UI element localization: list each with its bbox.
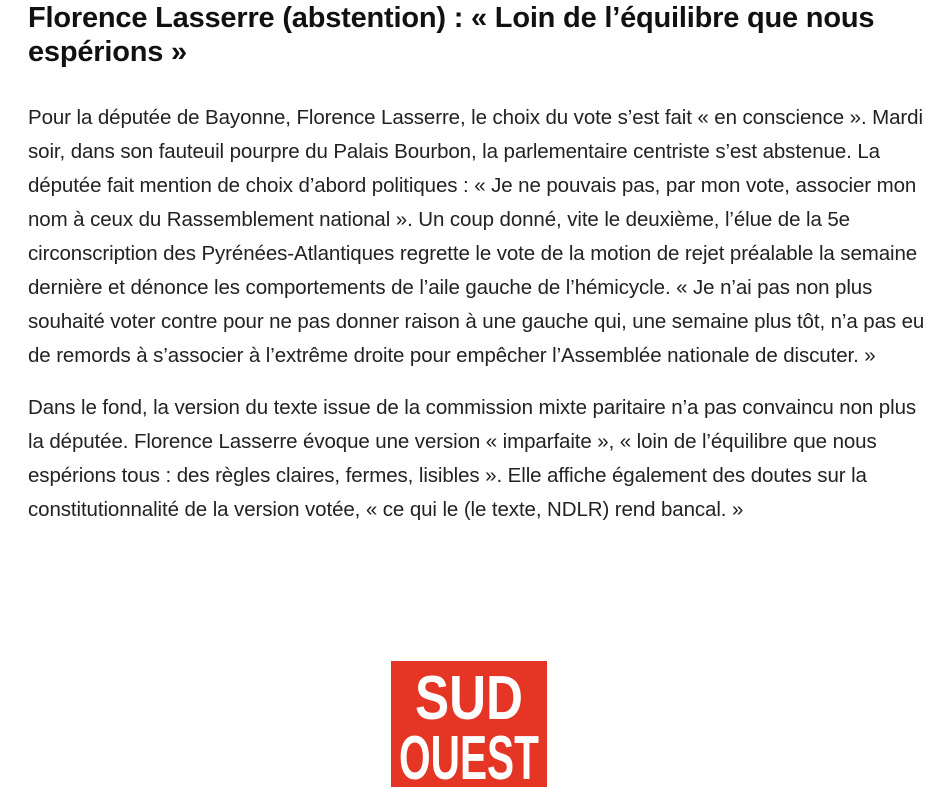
sud-ouest-logo — [391, 661, 547, 787]
article-paragraph-2: Dans le fond, la version du texte issue de la commission mixte paritaire n’a pas convaincu non plus la députée. Florence Lasserre évoque une version « imparfaite », « loin de l’équilibre que nous espérions tous : des règles claires, fermes, lisibles ». Elle affiche également des doutes sur la constitutionnalité de la version votée, « ce qui le (le texte, NDLR) rend bancal. » — [28, 396, 917, 521]
article-paragraph-1: Pour la députée de Bayonne, Florence Lasserre, le choix du vote s’est fait « en conscience ». Mardi soir, dans son fauteuil pourpre du Palais Bourbon, la parlementaire centriste s’est abstenue. La députée fait mention de choix d’abord politiques : « Je ne pouvais pas, par mon vote, associer mon nom à ceux du Rassemblement national ». Un coup donné, vite le deuxième, l’élue de la 5e circonscription des Pyrénées-Atlantiques regrette le vote de la motion de rejet préalable la semaine dernière et dénonce les comportements de l’aile gauche de l’hémicycle. « Je n’ai pas non plus souhaité voter contre pour ne pas donner raison à une gauche qui, une semaine plus tôt, n’a pas eu de remords à s’associer à l’extrême droite pour empêcher l’Assemblée nationale de discuter. » — [28, 106, 925, 367]
sud-ouest-logo-mark — [391, 661, 547, 787]
sud-ouest-logo-line2: OUEST — [399, 724, 540, 788]
article-headline: Florence Lasserre (abstention) : « Loin de l’équilibre que nous espérions » — [28, 2, 875, 68]
sud-ouest-logo-line1: SUD — [415, 664, 523, 733]
article — [28, 0, 934, 527]
